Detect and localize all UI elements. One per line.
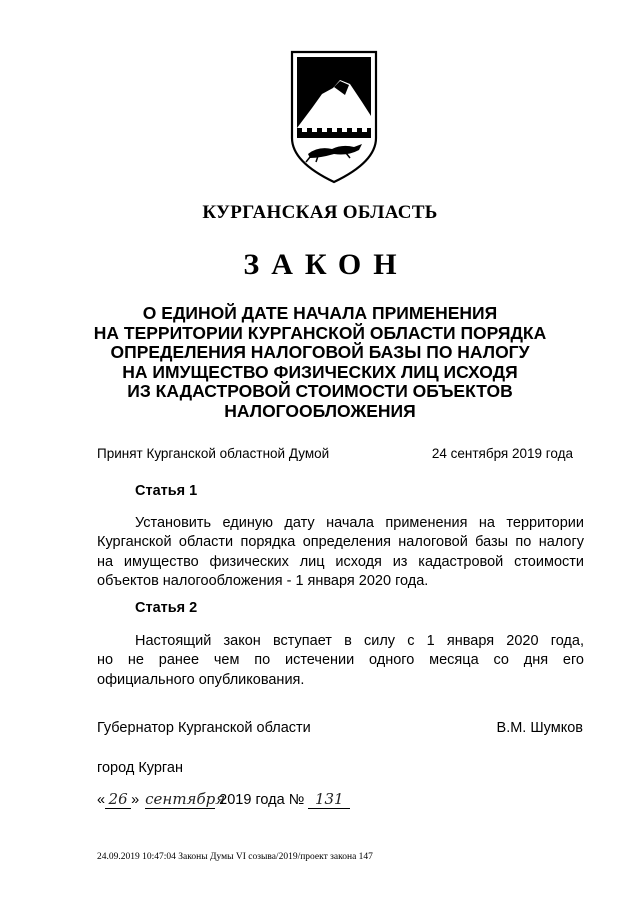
law-title-line: ОПРЕДЕЛЕНИЯ НАЛОГОВОЙ БАЗЫ ПО НАЛОГУ [110,342,530,363]
article-2-line: но не ранее чем по истечении одного месяца со дня его [97,652,584,669]
close-quote: » [131,792,140,808]
article-2-heading: Статья 2 [135,600,198,616]
signing-date-line [97,790,350,809]
document-type-heading: ЗАКОН [243,248,409,281]
year-and-number-label: 2019 года № [219,792,305,808]
adoption-date: 24 сентября 2019 года [431,446,573,461]
handwritten-day: 26 [105,790,131,809]
article-1-line: Установить единую дату начала применения на территории [135,515,584,531]
article-1-heading: Статья 1 [135,483,198,499]
article-1-line: Курганской области порядка определения налоговой базы по налогу [97,534,584,551]
handwritten-month: сентября [145,790,226,808]
law-title-line: НА ТЕРРИТОРИИ КУРГАНСКОЙ ОБЛАСТИ ПОРЯДКА [93,322,547,343]
open-quote: « [97,792,106,808]
law-title-line: НА ИМУЩЕСТВО ФИЗИЧЕСКИХ ЛИЦ ИСХОДЯ [122,361,518,382]
law-title-line: ИЗ КАДАСТРОВОЙ СТОИМОСТИ ОБЪЕКТОВ [127,381,513,402]
article-2-line: Настоящий закон вступает в силу с 1 января 2020 года, [135,633,584,649]
law-title-line: НАЛОГООБЛОЖЕНИЯ [224,400,416,421]
article-1-line: объектов налогообложения - 1 января 2020 года. [97,572,429,589]
article-1-line: на имущество физических лиц исходя из кадастровой стоимости [97,553,584,570]
region-heading: КУРГАНСКАЯ ОБЛАСТЬ [202,202,438,223]
handwritten-law-number: 131 [308,790,350,809]
article-1-text [97,514,584,591]
document-footer: 24.09.2019 10:47:04 Законы Думы VI созыва/2019/проект закона 147 [97,852,373,862]
law-title [90,304,550,422]
signatory-name: В.М. Шумков [496,720,583,736]
law-title-line: О ЕДИНОЙ ДАТЕ НАЧАЛА ПРИМЕНЕНИЯ [142,303,498,323]
article-2-line: официального опубликования. [97,671,305,688]
signatory-position: Губернатор Курганской области [97,720,311,736]
adopted-by-text: Принят Курганской областной Думой [97,446,330,461]
article-2-text [97,632,584,690]
kurgan-oblast-coat-of-arms-icon [288,50,380,185]
signing-city: город Курган [97,760,183,776]
